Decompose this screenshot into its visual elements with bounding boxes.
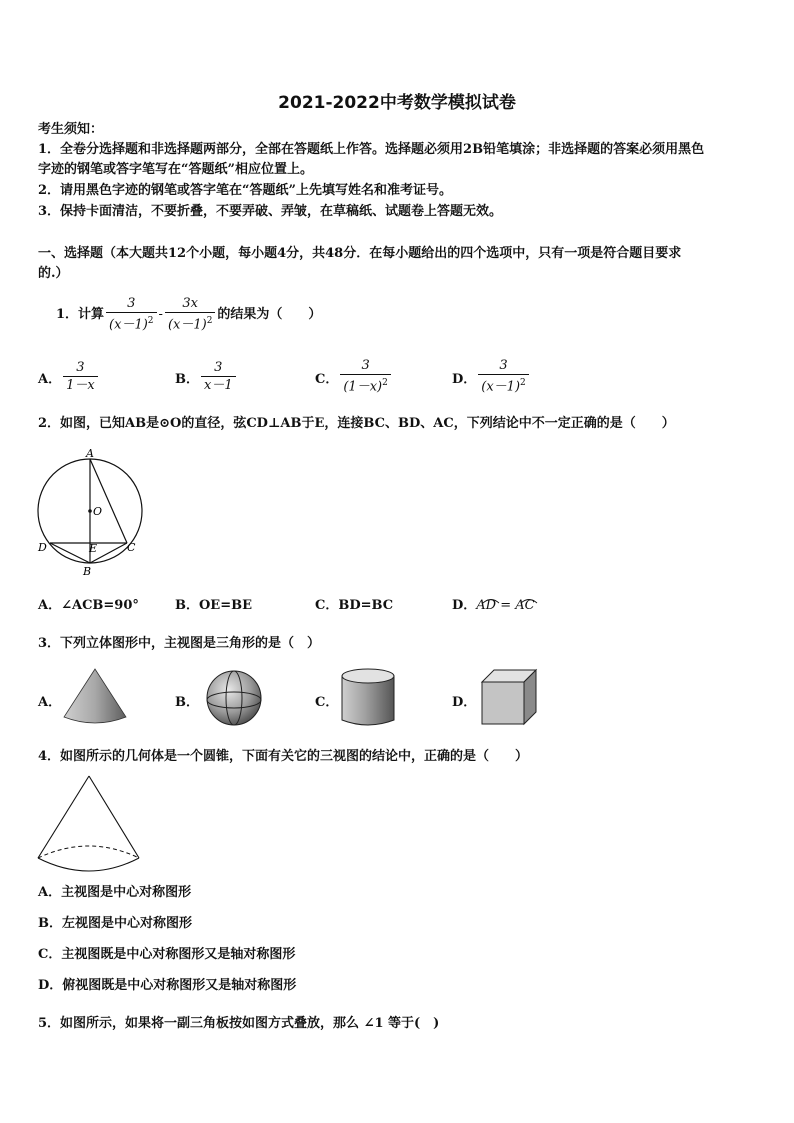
q3-option-b[interactable]: B． (175, 695, 199, 710)
notice-heading: 考生须知： (38, 122, 104, 137)
q4-option-b[interactable]: B．左视图是中心对称图形 (38, 916, 192, 931)
q1-option-b[interactable]: B． $\frac{3}{x-1}$ (175, 357, 238, 397)
q1-fraction-2 (165, 296, 215, 333)
section-heading-cont: 的.） (38, 266, 69, 281)
q2-option-a[interactable]: A．∠ACB=90° (38, 598, 139, 613)
circle-figure (34, 444, 144, 578)
q2-optd-math: AD = AC (476, 598, 535, 613)
label-c: C (127, 541, 136, 554)
q1-option-d[interactable]: D． $\frac{3}{(x-1)^2}$ (452, 357, 531, 397)
q3-option-c[interactable]: C． (315, 695, 339, 710)
q1-option-a[interactable]: A． $\frac{3}{1-x}$ (38, 357, 100, 397)
q4-option-c[interactable]: C．主视图既是中心对称图形又是轴对称图形 (38, 947, 296, 962)
arc-marks (481, 596, 541, 604)
notice-item-1b: 字迹的钢笔或答字笔写在“答题纸”相应位置上。 (38, 162, 313, 177)
q1-f1-exp: 2 (147, 316, 154, 327)
cube-icon (478, 666, 542, 730)
q1-f2-exp: 2 (206, 316, 213, 327)
notice-item-1: 1．全卷分选择题和非选择题两部分，全部在答题纸上作答。选择题必须用2B铅笔填涂；非选择题的答案必须用黑色 (38, 142, 705, 157)
section-heading: 一、选择题（本大题共12个小题，每小题4分，共48分．在每小题给出的四个选项中，只有一项是符合题目要求 (38, 246, 682, 261)
q1-prefix: 1．计算 (56, 307, 105, 322)
q4-option-a[interactable]: A．主视图是中心对称图形 (38, 885, 192, 900)
notice-item-3: 3．保持卡面清洁，不要折叠，不要弄破、弄皱，在草稿纸、试题卷上答题无效。 (38, 204, 503, 219)
q2-option-b[interactable]: B．OE=BE (175, 598, 253, 613)
q3-option-d[interactable]: D． (452, 695, 477, 710)
cylinder-icon (338, 666, 398, 730)
q1-f2-den: (x－1) (167, 317, 207, 333)
question-3: 3．下列立体图形中，主视图是三角形的是（ ） (38, 636, 321, 651)
q4-option-d[interactable]: D．俯视图既是中心对称图形又是轴对称图形 (38, 978, 297, 993)
label-a: A (86, 447, 94, 460)
notice-item-2: 2．请用黑色字迹的钢笔或答字笔在“答题纸”上先填写姓名和准考证号。 (38, 183, 453, 198)
cone-figure (34, 772, 144, 876)
label-d: D (38, 541, 47, 554)
q1-f1-den: (x－1) (109, 317, 148, 333)
cone-icon (60, 667, 130, 727)
q1-f2-num: 3x (182, 296, 198, 312)
question-4: 4．如图所示的几何体是一个圆锥，下面有关它的三视图的结论中，正确的是（ ） (38, 749, 529, 764)
label-e: E (89, 542, 98, 555)
question-2: 2．如图，已知AB是⊙O的直径，弦CD⊥AB于E，连接BC、BD、AC，下列结论中不一定正确的是（ ） (38, 416, 675, 431)
question-5: 5．如图所示，如果将一副三角板按如图方式叠放，那么 ∠1 等于( ) (38, 1016, 440, 1031)
label-b: B (83, 565, 92, 578)
q1-suffix: 的结果为（ ） (217, 307, 322, 322)
q2-option-c[interactable]: C．BD=BC (315, 598, 394, 613)
q3-option-a[interactable]: A． (38, 695, 62, 710)
page-title: 2021-2022中考数学模拟试卷 (278, 93, 516, 113)
q1-f1-num: 3 (127, 296, 136, 312)
sphere-icon (204, 668, 264, 728)
q1-minus: - (158, 307, 163, 322)
label-o: O (93, 505, 103, 518)
q1-option-c[interactable]: C． $\frac{3}{(1-x)^2}$ (315, 357, 393, 397)
question-1 (56, 295, 321, 335)
q2-option-d[interactable]: D．AD = AC (452, 598, 535, 613)
q1-fraction-1 (106, 296, 156, 333)
